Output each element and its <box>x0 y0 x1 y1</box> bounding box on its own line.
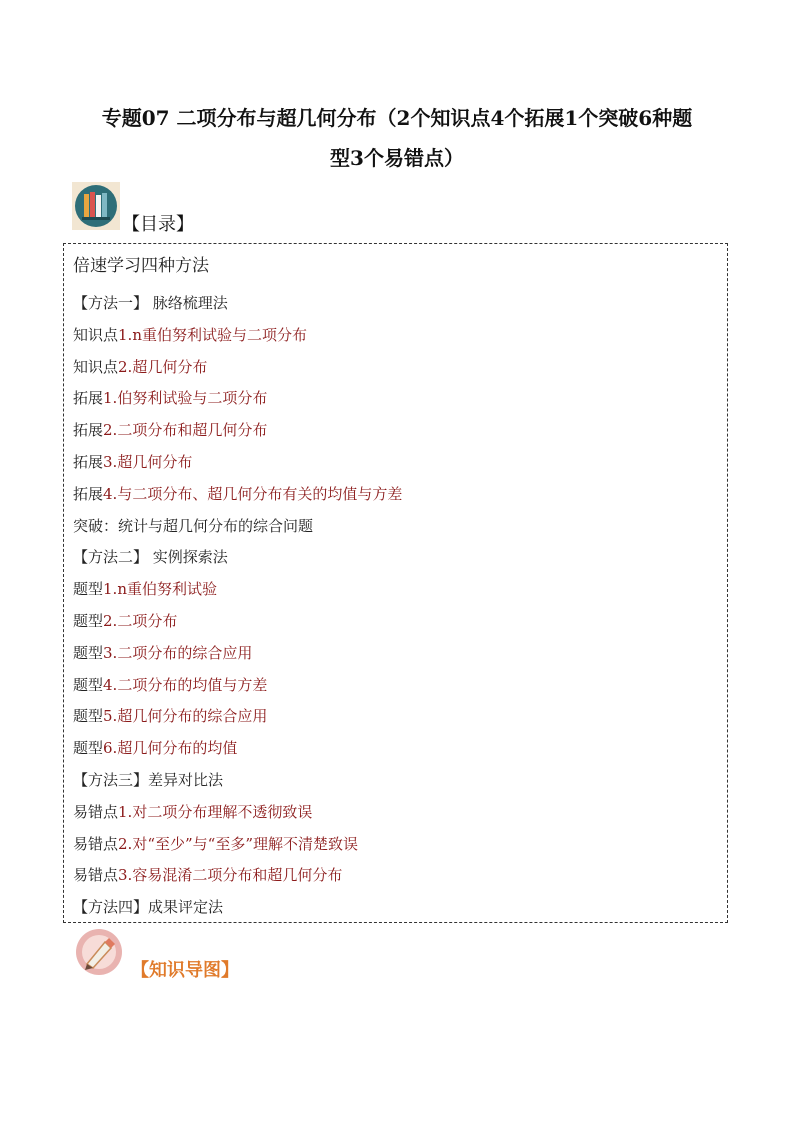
knowledge-map-label: 【知识导图】 <box>131 960 239 981</box>
toc-item[interactable] <box>73 643 252 663</box>
toc-item[interactable] <box>73 357 207 377</box>
toc-item[interactable] <box>73 420 267 440</box>
toc-item-title: 2.超几何分布 <box>118 357 208 376</box>
toc-heading: 倍速学习四种方法 <box>73 256 209 276</box>
toc-item-prefix: 知识点 <box>73 357 119 376</box>
toc-item-prefix: 易错点 <box>73 866 119 885</box>
toc-item-prefix: 拓展 <box>73 421 104 440</box>
toc-item[interactable] <box>73 738 237 758</box>
toc-item[interactable] <box>73 802 312 822</box>
toc-item-prefix: 题型 <box>73 675 104 694</box>
toc-item-prefix: 题型 <box>73 739 104 758</box>
toc-item-title: 2.二项分布和超几何分布 <box>103 421 268 440</box>
title-line-2: 型3个易错点） <box>330 146 464 170</box>
toc-item-prefix: 拓展 <box>73 484 104 503</box>
toc-item[interactable] <box>73 484 402 504</box>
toc-item[interactable]: 【方法三】差异对比法 <box>73 771 224 789</box>
toc-item-prefix: 易错点 <box>73 802 119 821</box>
toc-item-title: 1.n重伯努利试验与二项分布 <box>118 325 307 344</box>
toc-item-title: 2.二项分布 <box>103 612 178 630</box>
toc-item[interactable] <box>73 675 267 695</box>
toc-item[interactable]: 突破：统计与超几何分布的综合问题 <box>73 516 314 535</box>
toc-item-title: 6.超几何分布的均值 <box>103 739 238 758</box>
table-of-contents <box>63 243 728 923</box>
toc-item[interactable]: 【方法四】成果评定法 <box>73 898 224 917</box>
toc-item[interactable] <box>73 706 267 726</box>
toc-item-prefix: 易错点 <box>73 834 119 853</box>
toc-item-prefix: 题型 <box>73 580 104 599</box>
toc-item-prefix: 知识点 <box>73 325 119 344</box>
book-stack-icon <box>72 182 120 230</box>
toc-item[interactable]: 【方法二】 实例探索法 <box>73 548 228 567</box>
pencil-circle-icon <box>75 928 123 976</box>
toc-item[interactable] <box>73 865 342 885</box>
toc-item-title: 4.与二项分布、超几何分布有关的均值与方差 <box>103 484 403 503</box>
toc-item-title: 3.超几何分布 <box>103 453 193 471</box>
toc-item[interactable] <box>73 388 267 408</box>
toc-item-title: 1.n重伯努利试验 <box>103 580 217 599</box>
toc-item-prefix: 题型 <box>73 612 104 630</box>
toc-item-prefix: 题型 <box>73 707 104 726</box>
toc-item[interactable] <box>73 834 358 854</box>
toc-item-prefix: 拓展 <box>73 453 104 471</box>
toc-label: 【目录】 <box>122 214 194 235</box>
page-title <box>60 98 734 178</box>
toc-item-title: 3.二项分布的综合应用 <box>103 643 253 662</box>
toc-item-title: 1.对二项分布理解不透彻致误 <box>118 802 313 821</box>
toc-item[interactable] <box>73 325 307 345</box>
toc-item-prefix: 题型 <box>73 643 104 662</box>
toc-item[interactable] <box>73 579 217 599</box>
toc-item[interactable] <box>73 452 192 472</box>
toc-item-title: 3.容易混淆二项分布和超几何分布 <box>118 866 343 885</box>
toc-item-prefix: 拓展 <box>73 389 104 408</box>
title-line-1: 专题07 二项分布与超几何分布（2个知识点4个拓展1个突破6种题 <box>101 106 693 130</box>
toc-item[interactable]: 【方法一】 脉络梳理法 <box>73 294 228 312</box>
toc-item-title: 2.对“至少”与“至多”理解不清楚致误 <box>118 834 359 853</box>
toc-item-title: 1.伯努利试验与二项分布 <box>103 389 268 408</box>
toc-item-title: 4.二项分布的均值与方差 <box>103 675 268 694</box>
toc-item[interactable] <box>73 611 177 631</box>
toc-item-title: 5.超几何分布的综合应用 <box>103 707 268 726</box>
